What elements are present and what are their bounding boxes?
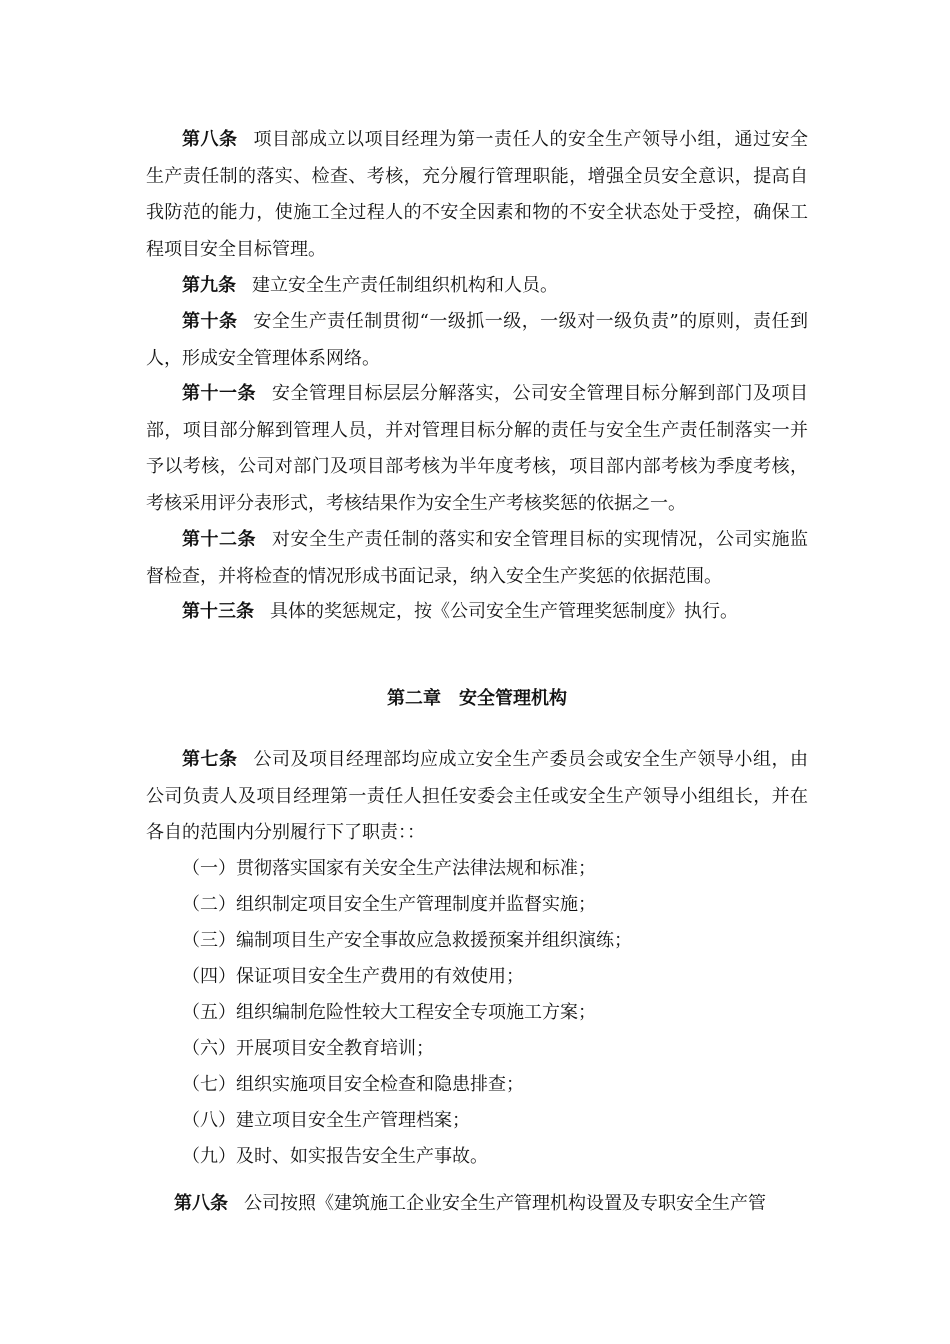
article-13	[146, 594, 808, 631]
duty-item: （五）组织编制危险性较大工程安全专项施工方案；	[182, 1002, 596, 1023]
article-text: 建立安全生产责任制组织机构和人员。	[252, 275, 558, 296]
duty-item: （六）开展项目安全教育培训；	[182, 1038, 434, 1059]
article-7	[146, 742, 808, 852]
article-12	[146, 522, 808, 595]
chapter-title: 安全管理机构	[459, 688, 567, 709]
article-11	[146, 376, 808, 522]
article-label: 第十三条	[182, 601, 254, 622]
duty-item: （二）组织制定项目安全生产管理制度并监督实施；	[182, 894, 596, 915]
article-text: 公司及项目经理部均应成立安全生产委员会或安全生产领导小组，由公司负责人及项目经理第一责任人担任安委会主任或安全生产领导小组组长，并在各自的范围内分别履行下了职责：：	[146, 749, 808, 843]
article-label: 第八条	[174, 1193, 228, 1214]
article-label: 第七条	[182, 749, 238, 770]
article-text: 安全生产责任制贯彻“一级抓一级，一级对一级负责”的原则，责任到人，形成安全管理体系网络。	[146, 311, 808, 369]
duty-item: （一）贯彻落实国家有关安全生产法律法规和标准；	[182, 858, 596, 879]
duty-item: （七）组织实施项目安全检查和隐患排查；	[182, 1074, 524, 1095]
article-8	[146, 122, 808, 268]
article-text: 项目部成立以项目经理为第一责任人的安全生产领导小组，通过安全生产责任制的落实、检查、考核，充分履行管理职能，增强全员安全意识，提高自我防范的能力，使施工全过程人的不安全因素和物的不安全状态处于受控，确保工程项目安全目标管理。	[146, 129, 808, 260]
duty-item: （八）建立项目安全生产管理档案；	[182, 1110, 470, 1131]
chapter-heading	[146, 681, 808, 717]
article-label: 第九条	[182, 275, 236, 296]
article-9	[146, 268, 808, 305]
duty-item: （三）编制项目生产安全事故应急救援预案并组织演练；	[182, 930, 632, 951]
article-text: 对安全生产责任制的落实和安全管理目标的实现情况，公司实施监督检查，并将检查的情况形成书面记录，纳入安全生产奖惩的依据范围。	[146, 529, 808, 587]
duty-item: （九）及时、如实报告安全生产事故。	[182, 1146, 488, 1167]
article-label: 第十二条	[182, 529, 256, 550]
article-text: 具体的奖惩规定，按《公司安全生产管理奖惩制度》执行。	[270, 601, 738, 622]
article-10	[146, 304, 808, 377]
article-label: 第八条	[182, 129, 238, 150]
article-label: 第十条	[182, 311, 238, 332]
article-8-continued	[146, 1186, 808, 1223]
article-label: 第十一条	[182, 383, 256, 404]
article-text: 安全管理目标层层分解落实，公司安全管理目标分解到部门及项目部，项目部分解到管理人员，并对管理目标分解的责任与安全生产责任制落实一并予以考核，公司对部门及项目部考核为半年度考核，项目部内部考核为季度考核，考核采用评分表形式，考核结果作为安全生产考核奖惩的依据之一。	[146, 383, 808, 514]
article-text: 公司按照《建筑施工企业安全生产管理机构设置及专职安全生产管	[244, 1193, 766, 1214]
duty-item: （四）保证项目安全生产费用的有效使用；	[182, 966, 524, 987]
chapter-number: 第二章	[387, 688, 441, 709]
